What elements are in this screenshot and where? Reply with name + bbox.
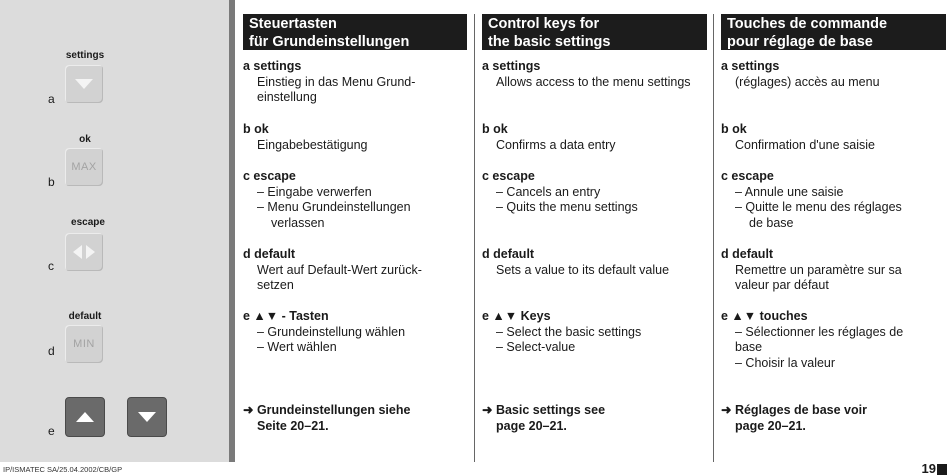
column-divider	[474, 14, 475, 462]
entry-label: b ok	[482, 122, 508, 136]
page-number: 19	[921, 461, 936, 476]
control-title-ok: ok	[79, 134, 91, 145]
entry-label: e ▲▼ - Tasten	[243, 309, 329, 323]
left-right-arrows-icon	[70, 243, 98, 261]
entry-default	[721, 247, 902, 294]
column-german	[243, 14, 467, 50]
see-also-line: page 20–21.	[735, 418, 806, 433]
entry-text: Confirmation d'une saisie	[735, 137, 875, 152]
triangle-up-icon	[74, 410, 96, 424]
default-key	[65, 325, 103, 363]
column-header	[243, 14, 467, 50]
entry-label: b ok	[243, 122, 269, 136]
see-also-line: Seite 20–21.	[257, 418, 329, 433]
entry-label: c escape	[482, 169, 535, 183]
entry-text: – Select-value	[496, 340, 576, 354]
column-header-line: pour réglage de base	[727, 34, 873, 50]
see-also-line: ➜ Basic settings see	[482, 403, 606, 417]
entry-text: Remettre un paramètre sur sa	[735, 262, 902, 277]
control-title-escape: escape	[71, 217, 105, 228]
see-also	[243, 403, 410, 434]
entry-keys	[482, 309, 641, 356]
entry-text: (réglages) accès au menu	[735, 74, 880, 89]
entry-default	[482, 247, 669, 278]
entry-text: – Quitte le menu des réglages	[735, 200, 902, 214]
column-english	[482, 14, 707, 50]
entry-settings	[243, 59, 415, 106]
entry-label: a settings	[243, 59, 302, 73]
entry-settings	[482, 59, 691, 90]
entry-ok	[482, 122, 616, 153]
entry-text: Einstieg in das Menu Grund-	[257, 74, 416, 89]
column-header	[482, 14, 707, 50]
column-divider	[713, 14, 714, 462]
control-letter-e: e	[48, 424, 55, 438]
control-letter-c: c	[48, 259, 54, 273]
footer-reference: IP/ISMATEC SA/25.04.2002/CB/GP	[3, 465, 123, 474]
entry-text: Confirms a data entry	[496, 137, 616, 152]
entry-text: Eingabebestätigung	[257, 137, 368, 152]
entry-text: valeur par défaut	[735, 278, 829, 292]
entry-text: setzen	[257, 278, 294, 292]
entry-text: – Wert wählen	[257, 340, 337, 354]
entry-text: – Menu Grundeinstellungen	[257, 200, 411, 214]
see-also	[721, 403, 867, 434]
control-panel	[0, 0, 229, 462]
settings-key	[65, 65, 103, 103]
entry-settings	[721, 59, 880, 90]
see-also-line: page 20–21.	[496, 418, 567, 433]
entry-text: – Grundeinstellung wählen	[257, 324, 406, 339]
entry-keys	[721, 309, 903, 371]
triangle-down-icon	[73, 77, 95, 91]
entry-keys	[243, 309, 405, 356]
min-key-label: MIN	[73, 338, 95, 350]
column-header-line: Touches de commande	[727, 16, 888, 32]
escape-key	[65, 233, 103, 271]
down-key	[127, 397, 167, 437]
entry-text: Sets a value to its default value	[496, 262, 670, 277]
triangle-down-icon	[136, 410, 158, 424]
entry-label: a settings	[721, 59, 780, 73]
control-title-default: default	[68, 311, 102, 322]
entry-text: de base	[749, 215, 794, 230]
panel-divider	[229, 0, 235, 462]
control-letter-d: d	[48, 344, 55, 358]
entry-text: einstellung	[257, 90, 317, 104]
column-header	[721, 14, 946, 50]
entry-label: d default	[721, 247, 774, 261]
entry-label: c escape	[721, 169, 774, 183]
entry-text: – Choisir la valeur	[735, 355, 836, 370]
see-also-line: ➜ Réglages de base voir	[721, 403, 867, 417]
column-header-line: Control keys for	[488, 16, 600, 32]
entry-text: verlassen	[271, 215, 325, 230]
entry-text: – Quits the menu settings	[496, 200, 638, 214]
entry-text: – Eingabe verwerfen	[257, 184, 372, 199]
entry-label: e ▲▼ Keys	[482, 309, 551, 323]
control-title-settings: settings	[65, 50, 105, 61]
column-header-line: the basic settings	[488, 34, 611, 50]
control-letter-b: b	[48, 175, 55, 189]
entry-label: d default	[482, 247, 535, 261]
entry-text: Allows access to the menu settings	[496, 74, 691, 89]
entry-text: – Annule une saisie	[735, 184, 844, 199]
up-key	[65, 397, 105, 437]
entry-text: Wert auf Default-Wert zurück-	[257, 262, 422, 277]
entry-label: b ok	[721, 122, 747, 136]
entry-text: – Select the basic settings	[496, 324, 642, 339]
entry-label: a settings	[482, 59, 541, 73]
entry-default	[243, 247, 422, 294]
entry-text: – Sélectionner les réglages de	[735, 324, 904, 339]
entry-ok	[243, 122, 368, 153]
see-also-line: ➜ Grundeinstellungen siehe	[243, 403, 411, 417]
entry-text: base	[735, 340, 763, 354]
page-marker	[937, 464, 947, 475]
entry-escape	[482, 169, 638, 216]
entry-text: – Cancels an entry	[496, 184, 601, 199]
column-header-line: Steuertasten	[249, 16, 337, 32]
entry-label: c escape	[243, 169, 296, 183]
entry-label: d default	[243, 247, 296, 261]
column-header-line: für Grundeinstellungen	[249, 34, 410, 50]
ok-key	[65, 148, 103, 186]
entry-ok	[721, 122, 875, 153]
entry-label: e ▲▼ touches	[721, 309, 808, 323]
entry-escape	[721, 169, 902, 231]
control-letter-a: a	[48, 92, 55, 106]
max-key-label: MAX	[71, 161, 97, 173]
column-french	[721, 14, 946, 50]
entry-escape	[243, 169, 411, 231]
see-also	[482, 403, 605, 434]
